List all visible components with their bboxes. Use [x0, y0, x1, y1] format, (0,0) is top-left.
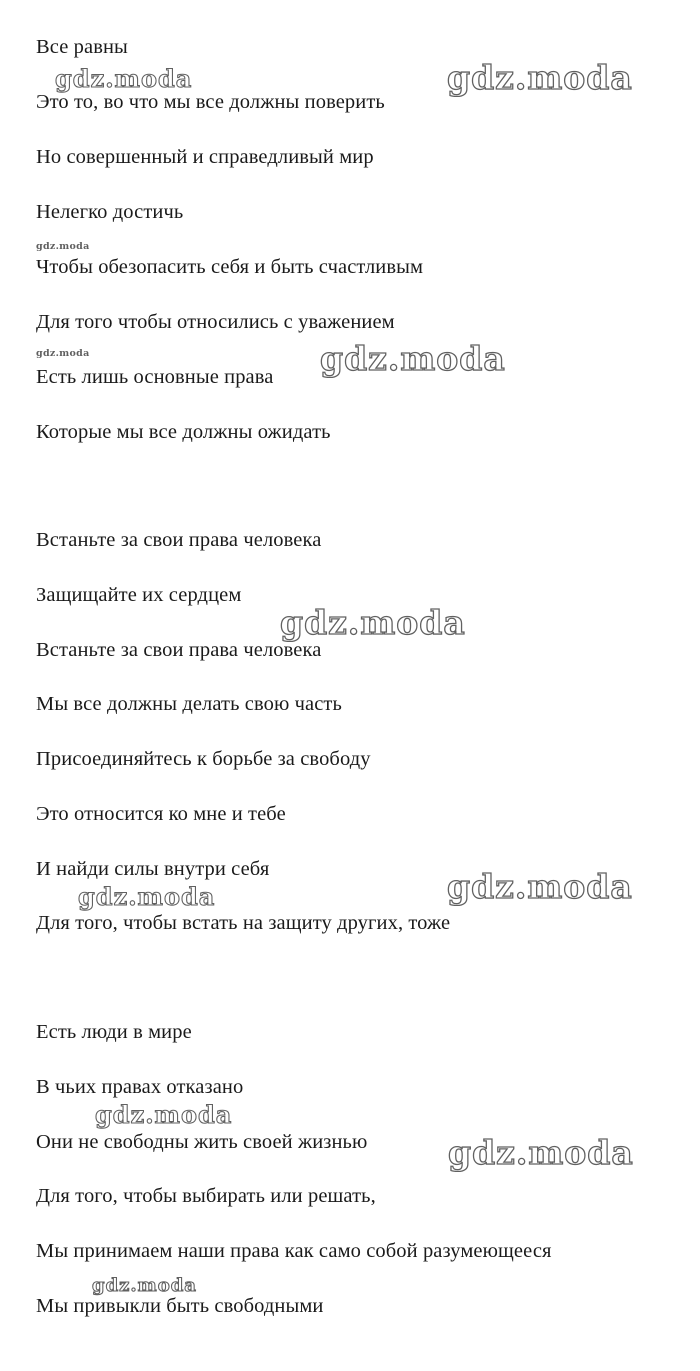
- text-line: Чтобы обезопасить себя и быть счастливым: [36, 256, 424, 278]
- text-line: Нелегко достичь: [36, 201, 184, 223]
- text-line: Которые мы все должны ожидать: [36, 421, 331, 443]
- watermark: gdz.moda: [55, 64, 193, 93]
- text-line: Для того, чтобы выбирать или решать,: [36, 1185, 376, 1207]
- text-line: Это то, во что мы все должны поверить: [36, 91, 385, 113]
- text-line: Встаньте за свои права человека: [36, 639, 322, 661]
- watermark: gdz.moda: [95, 1100, 233, 1129]
- text-line: Они не свободны жить своей жизнью: [36, 1131, 368, 1153]
- text-line: Все равны: [36, 36, 128, 58]
- text-line: И найди силы внутри себя: [36, 858, 270, 880]
- watermark: gdz.moda: [36, 241, 90, 252]
- text-line: Мы привыкли быть свободными: [36, 1295, 324, 1317]
- text-line: Встаньте за свои права человека: [36, 529, 322, 551]
- watermark: gdz.moda: [92, 1275, 197, 1296]
- watermark: gdz.moda: [36, 348, 90, 359]
- watermark: gdz.moda: [280, 603, 466, 642]
- text-line: Мы все должны делать свою часть: [36, 693, 342, 715]
- text-line: В чьих правах отказано: [36, 1076, 244, 1098]
- watermark: gdz.moda: [78, 882, 216, 911]
- text-line: Это относится ко мне и тебе: [36, 803, 286, 825]
- watermark: gdz.moda: [447, 58, 633, 97]
- text-line: Есть лишь основные права: [36, 366, 274, 388]
- text-line: Мы принимаем наши права как само собой разумеющееся: [36, 1240, 552, 1262]
- text-line: Присоединяйтесь к борьбе за свободу: [36, 748, 371, 770]
- watermark: gdz.moda: [447, 867, 633, 906]
- text-line: Для того, чтобы встать на защиту других, тоже: [36, 912, 451, 934]
- text-line: Для того чтобы относились с уважением: [36, 311, 395, 333]
- text-line: Есть люди в мире: [36, 1021, 192, 1043]
- text-line: Защищайте их сердцем: [36, 584, 242, 606]
- watermark: gdz.moda: [320, 339, 506, 378]
- text-line: Но совершенный и справедливый мир: [36, 146, 374, 168]
- watermark: gdz.moda: [448, 1133, 634, 1172]
